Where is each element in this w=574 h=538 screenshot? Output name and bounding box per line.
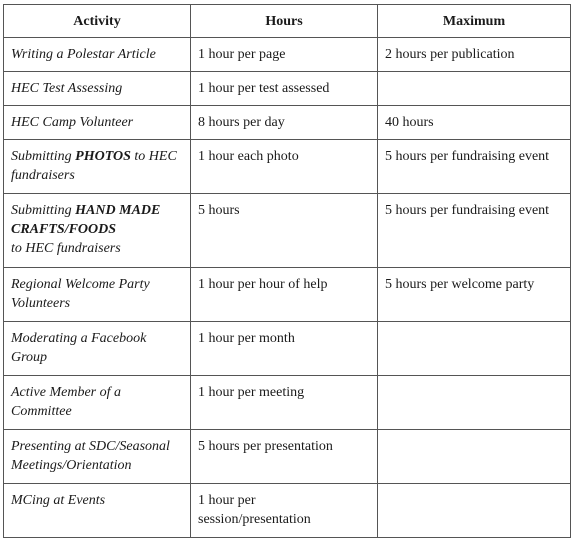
maximum-cell [378, 38, 571, 72]
hours-text: 1 hour per hour of help [198, 277, 328, 292]
activity-text-post: to HEC fundraisers [11, 241, 121, 256]
activity-hours-table [3, 4, 571, 538]
activity-text-bold: PHOTOS [75, 149, 131, 164]
hours-cell [191, 322, 378, 376]
maximum-cell [378, 484, 571, 538]
maximum-cell [378, 106, 571, 140]
activity-cell [4, 38, 191, 72]
hours-text: 1 hour per meeting [198, 385, 305, 400]
activity-cell [4, 72, 191, 106]
activity-cell [4, 484, 191, 538]
hours-cell [191, 430, 378, 484]
table-row [4, 484, 571, 538]
activity-cell [4, 322, 191, 376]
maximum-text: 40 hours [385, 115, 434, 130]
maximum-text [378, 72, 570, 79]
activity-text [4, 194, 190, 258]
hours-cell [191, 106, 378, 140]
table-row [4, 140, 571, 194]
hours-cell [191, 194, 378, 268]
maximum-cell [378, 430, 571, 484]
activity-cell [4, 140, 191, 194]
hours-text: 1 hour per page [198, 47, 286, 62]
table-row [4, 38, 571, 72]
hours-cell [191, 268, 378, 322]
activity-text: HEC Camp Volunteer [11, 115, 134, 130]
hours-text: 1 hour per month [198, 331, 295, 346]
maximum-text: 5 hours per fundraising event [385, 203, 550, 218]
maximum-cell [378, 140, 571, 194]
hours-text: 1 hour per session/presentation [198, 493, 311, 527]
maximum-cell [378, 376, 571, 430]
activity-text: MCing at Events [11, 493, 106, 508]
activity-text: Presenting at SDC/Seasonal Meetings/Orientation [11, 439, 170, 473]
hours-cell [191, 38, 378, 72]
hours-cell [191, 484, 378, 538]
hours-text: 1 hour per test assessed [198, 81, 330, 96]
hours-cell [191, 140, 378, 194]
table-row [4, 322, 571, 376]
activity-cell [4, 268, 191, 322]
activity-text: Moderating a Facebook Group [11, 331, 147, 365]
maximum-cell [378, 72, 571, 106]
maximum-text [378, 376, 570, 383]
header-maximum: Maximum [378, 5, 571, 38]
maximum-text [378, 484, 570, 491]
activity-text: Writing a Polestar Article [11, 47, 156, 62]
hours-text: 8 hours per day [198, 115, 285, 130]
table-row [4, 194, 571, 268]
hours-text: 5 hours [198, 203, 240, 218]
activity-text-bold: HAND MADE CRAFTS/FOODS [11, 203, 161, 237]
header-row [4, 5, 571, 38]
activity-text: Active Member of a Committee [11, 385, 122, 419]
maximum-text: 2 hours per publication [385, 47, 515, 62]
maximum-cell [378, 194, 571, 268]
activity-text-post: to HEC fundraisers [11, 149, 177, 183]
hours-text: 1 hour each photo [198, 149, 299, 164]
activity-text: Regional Welcome Party Volunteers [11, 277, 150, 311]
activity-cell [4, 194, 191, 268]
maximum-cell [378, 322, 571, 376]
hours-cell [191, 72, 378, 106]
activity-text-pre: Submitting [11, 149, 76, 164]
activity-text-pre: Submitting [11, 203, 76, 218]
table-row [4, 268, 571, 322]
maximum-text [378, 430, 570, 437]
header-activity: Activity [4, 5, 191, 38]
maximum-text: 5 hours per fundraising event [385, 149, 550, 164]
hours-text: 5 hours per presentation [198, 439, 333, 454]
activity-text [4, 140, 190, 185]
table-row [4, 430, 571, 484]
header-hours: Hours [191, 5, 378, 38]
activity-cell [4, 106, 191, 140]
maximum-text: 5 hours per welcome party [385, 277, 535, 292]
activity-cell [4, 430, 191, 484]
table-row [4, 376, 571, 430]
table-row [4, 72, 571, 106]
table-row [4, 106, 571, 140]
maximum-cell [378, 268, 571, 322]
maximum-text [378, 322, 570, 329]
activity-cell [4, 376, 191, 430]
activity-text: HEC Test Assessing [11, 81, 123, 96]
hours-cell [191, 376, 378, 430]
